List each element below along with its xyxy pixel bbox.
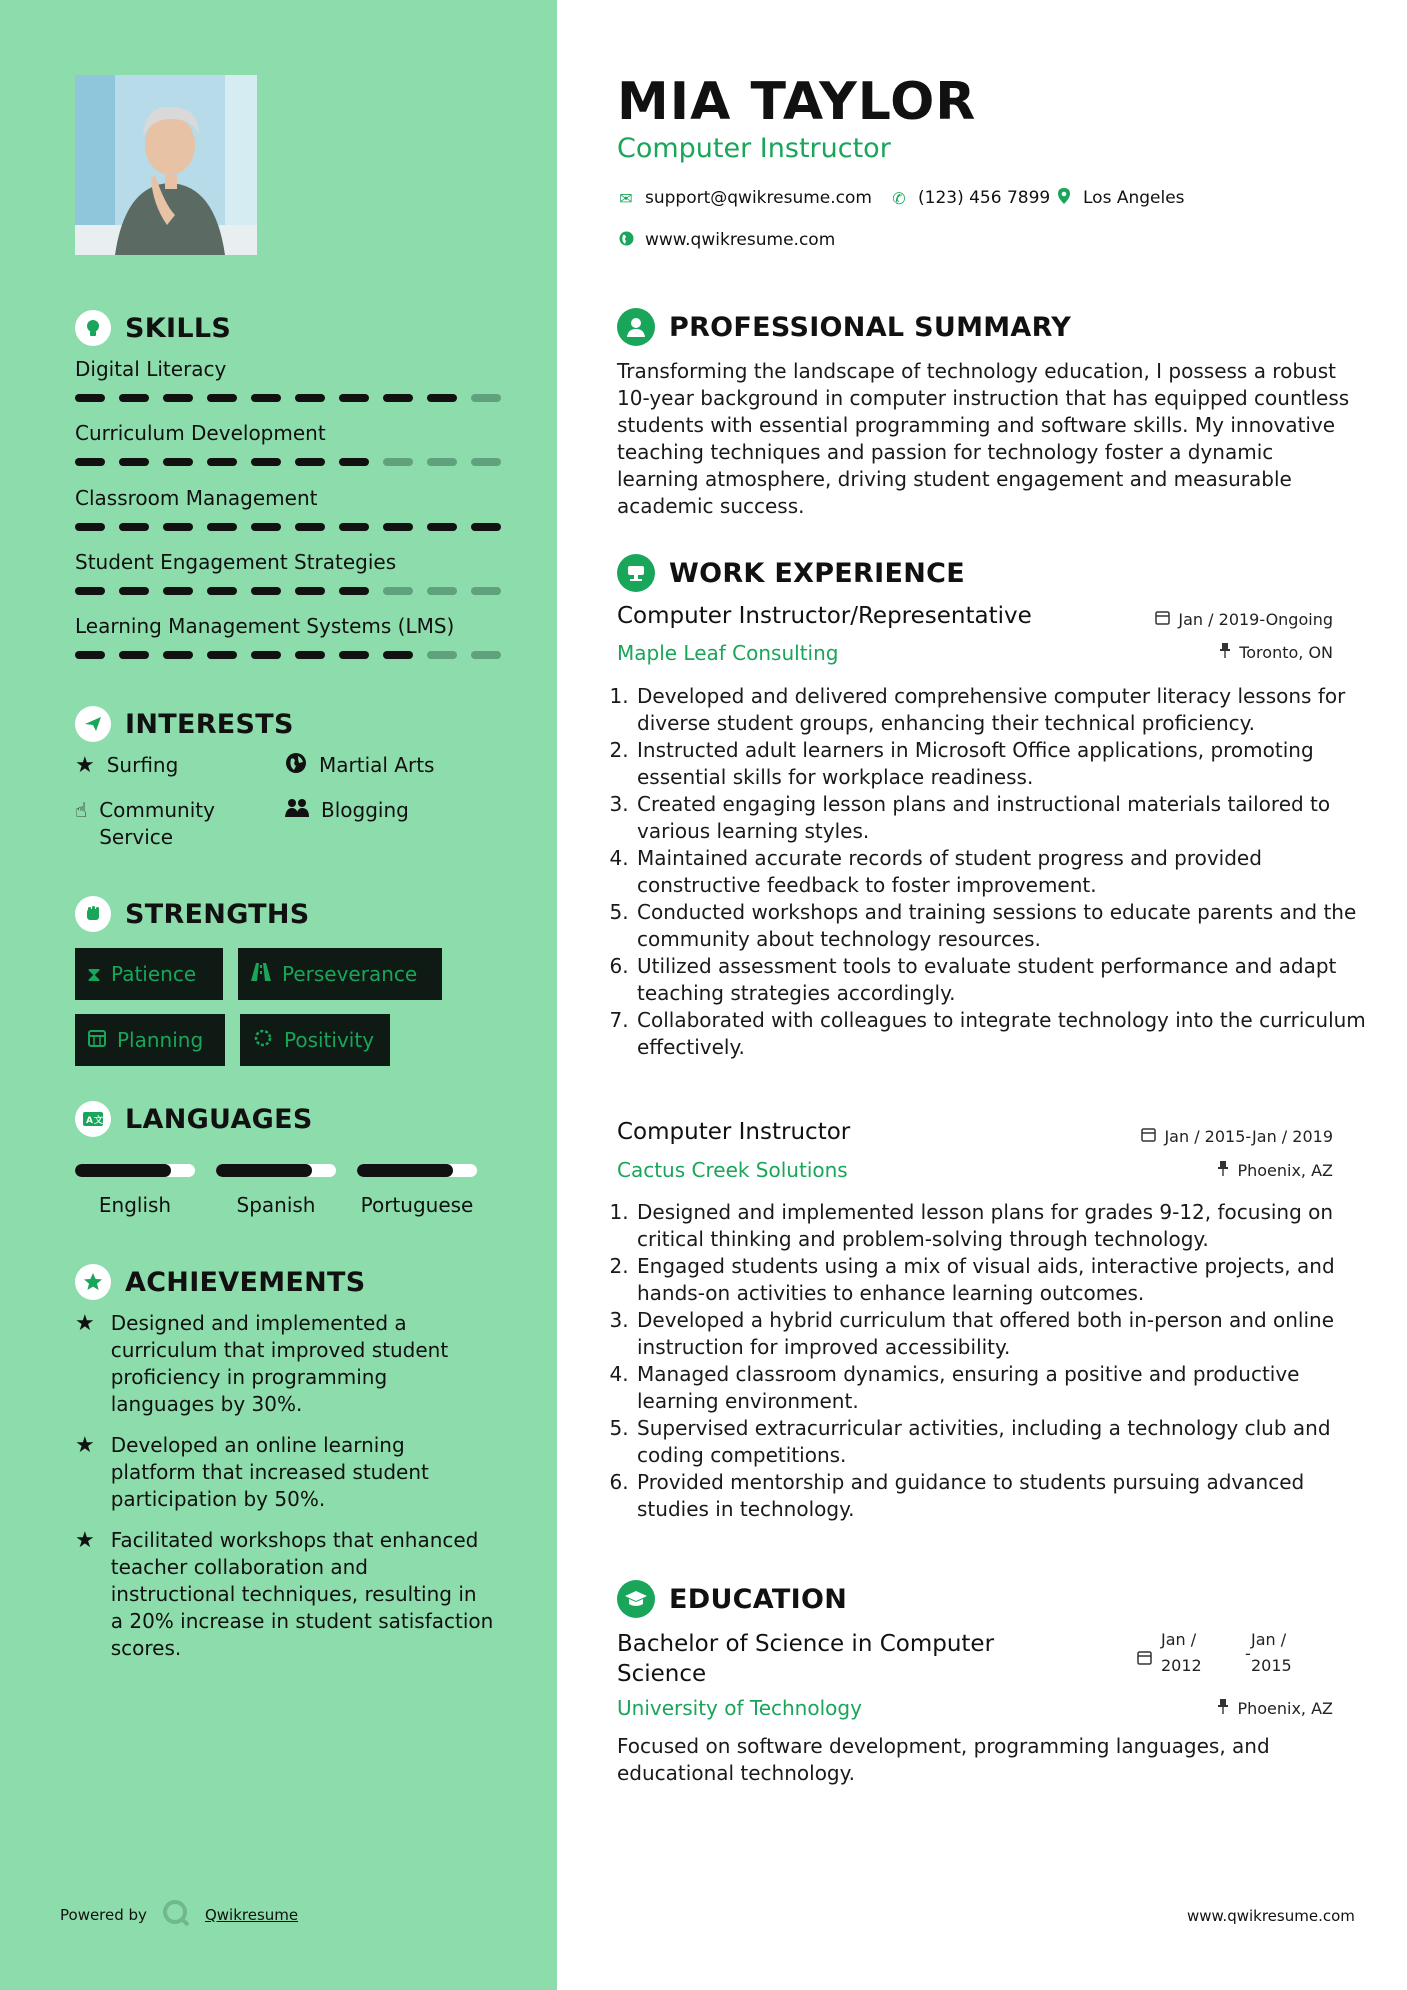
map-pin-icon [1055,188,1073,208]
skill-dash [207,651,237,659]
skill-dash [75,651,105,659]
achievement-item: ★ Designed and implemented a curriculum that improved student proficiency in programming languages by 30%. [75,1311,449,1416]
sidebar [0,0,557,1990]
pushpin-icon [1217,1161,1229,1180]
contact-email[interactable]: ✉ support@qwikresume.com [617,188,872,208]
skill-dash [251,458,281,466]
skill-meter [75,651,505,659]
language-label: Portuguese [360,1193,474,1217]
skill-dash [163,523,193,531]
contact-website[interactable]: www.qwikresume.com [617,230,835,250]
skill-dash [163,651,193,659]
strength-tag: ⧗ Patience [75,948,223,1000]
handshake-icon: ☝ [75,798,88,822]
interest-item: ★ Surfing [75,753,179,778]
paper-plane-icon [75,706,111,742]
trophy-star-icon: ★ [75,1311,95,1336]
hourglass-icon: ⧗ [87,962,102,986]
globe-icon [285,752,307,781]
skill-dash [295,458,325,466]
job-company: Maple Leaf Consulting [617,641,839,665]
skill-dash [427,587,457,595]
skill-dash [251,651,281,659]
sun-icon [252,1027,274,1054]
skill-label: Digital Literacy [75,357,227,381]
star-icon: ★ [75,753,95,778]
skill-dash [207,394,237,402]
skill-dash [75,523,105,531]
contact-phone[interactable]: ✆ (123) 456 7899 [890,188,1050,208]
job-bullet: 2. Instructed adult learners in Microsoft Office applications, promoting essential skills for workplace readiness. [635,737,1370,791]
job-bullet: 1. Developed and delivered comprehensive computer literacy lessons for diverse student groups, enhancing their technical proficiency. [635,683,1370,737]
skills-heading: SKILLS [75,310,231,346]
job-bullet: 4. Maintained accurate records of student progress and provided constructive feedback to foster improvement. [635,845,1370,899]
skill-dash [471,458,501,466]
skill-dash [119,394,149,402]
skill-meter [75,394,505,402]
skill-dash [207,587,237,595]
language-meter-fill [75,1164,171,1177]
language-meter [357,1164,477,1177]
interest-item: Martial Arts [285,752,434,781]
job-bullets [610,683,1370,1061]
skill-dash [427,523,457,531]
skill-dash [295,587,325,595]
school-name: University of Technology [617,1696,862,1720]
skill-dash [339,394,369,402]
job-bullet: 5. Conducted workshops and training sessions to educate parents and the community about technology resources. [635,899,1370,953]
skill-label: Classroom Management [75,486,318,510]
qwikresume-link[interactable]: Qwikresume [204,1906,299,1924]
trophy-star-icon: ★ [75,1433,95,1458]
job-title: Computer Instructor [617,1119,851,1145]
envelope-icon: ✉ [619,188,633,208]
education-location: Phoenix, AZ [1017,1699,1333,1718]
job-bullet: 1. Designed and implemented lesson plans for grades 9-12, focusing on critical thinking and problem-solving through technology. [635,1199,1370,1253]
skill-dash [75,458,105,466]
footer-website[interactable]: www.qwikresume.com [1187,1907,1355,1925]
skill-dash [295,651,325,659]
skill-dash [251,587,281,595]
skill-label: Learning Management Systems (LMS) [75,614,455,638]
skill-dash [163,587,193,595]
skill-dash [251,394,281,402]
interest-item: ☝ Community Service [75,798,215,849]
skill-dash [119,458,149,466]
skill-dash [119,651,149,659]
skill-dash [471,651,501,659]
job-dates: Jan / 2019-Ongoing [1017,610,1333,629]
skill-label: Student Engagement Strategies [75,550,397,574]
job-location: Phoenix, AZ [1017,1161,1333,1180]
languages-heading: A 文 LANGUAGES [75,1101,313,1137]
degree-title: Bachelor of Science in Computer Science [617,1631,995,1687]
skill-dash [251,523,281,531]
skill-dash [295,523,325,531]
job-title: Computer Instructor/Representative [617,603,1032,629]
briefcase-icon [617,554,655,592]
skill-dash [75,394,105,402]
fist-icon [75,896,111,932]
job-bullet: 7. Collaborated with colleagues to integrate technology into the curriculum effectively. [635,1007,1370,1061]
language-meter-fill [357,1164,453,1177]
skill-meter [75,523,505,531]
summary-heading: PROFESSIONAL SUMMARY [617,308,1071,346]
job-bullet: 4. Managed classroom dynamics, ensuring a positive and productive learning environment. [635,1361,1370,1415]
calendar-icon [87,1028,107,1053]
skill-dash [471,587,501,595]
skill-dash [207,458,237,466]
job-bullets [610,1199,1370,1523]
education-description: Focused on software development, programming languages, and educational technology. [617,1734,1270,1785]
job-dates: Jan / 2015-Jan / 2019 [1017,1127,1333,1146]
achievements-heading: ACHIEVEMENTS [75,1264,366,1300]
strength-tag: Planning [75,1014,225,1066]
education-heading: EDUCATION [617,1580,847,1618]
skill-dash [295,394,325,402]
svg-text:A: A [86,1116,94,1126]
language-label: Spanish [236,1193,316,1217]
language-label: English [98,1193,172,1217]
skill-dash [339,651,369,659]
skill-dash [383,523,413,531]
job-bullet: 6. Provided mentorship and guidance to students pursuing advanced studies in technology. [635,1469,1370,1523]
language-meter [216,1164,336,1177]
skill-dash [339,587,369,595]
achievement-item: ★ Facilitated workshops that enhanced teacher collaboration and instructional techniques, resulting in a 20% increase in student satisfaction scores. [75,1528,494,1660]
profile-photo [75,75,257,255]
skill-dash [427,458,457,466]
candidate-name: MIA TAYLOR [617,72,977,132]
skill-meter [75,458,505,466]
strengths-heading: STRENGTHS [75,896,310,932]
skill-dash [383,458,413,466]
trophy-star-icon: ★ [75,1528,95,1553]
skill-dash [427,394,457,402]
skill-dash [339,523,369,531]
users-icon [285,797,309,826]
skill-dash [119,587,149,595]
calendar-icon [1141,1127,1156,1146]
job-location: Toronto, ON [1017,643,1333,662]
qwikresume-logo-icon [161,1898,191,1932]
svg-text:文: 文 [94,1116,104,1126]
skill-dash [383,651,413,659]
user-icon [617,308,655,346]
contact-location: Los Angeles [1055,188,1185,208]
skill-dash [383,394,413,402]
job-bullet: 3. Created engaging lesson plans and instructional materials tailored to various learning styles. [635,791,1370,845]
language-meter [75,1164,195,1177]
main-content [557,0,1407,1990]
pushpin-icon [1217,1699,1229,1718]
skill-label: Curriculum Development [75,421,326,445]
skill-dash [427,651,457,659]
skill-dash [163,458,193,466]
skill-dash [207,523,237,531]
skill-dash [75,587,105,595]
job-company: Cactus Creek Solutions [617,1158,848,1182]
job-bullet: 3. Developed a hybrid curriculum that offered both in-person and online instruction for improved accessibility. [635,1307,1370,1361]
skill-dash [471,394,501,402]
skill-meter [75,587,505,595]
calendar-icon [1137,1650,1152,1669]
strength-tag: Positivity [240,1014,390,1066]
achievement-item: ★ Developed an online learning platform that increased student participation by 50%. [75,1433,429,1511]
skill-dash [119,523,149,531]
candidate-title: Computer Instructor [617,133,891,164]
star-badge-icon [75,1264,111,1300]
graduation-cap-icon [617,1580,655,1618]
road-icon [250,962,272,987]
powered-by: Powered by Qwikresume [60,1898,298,1932]
skill-dash [471,523,501,531]
job-bullet: 2. Engaged students using a mix of visual aids, interactive projects, and hands-on activities to enhance learning outcomes. [635,1253,1370,1307]
interests-heading: INTERESTS [75,706,294,742]
education-dates: Jan / 2012 - Jan / 2015 [1137,1630,1337,1690]
strength-tag: Perseverance [238,948,442,1000]
pushpin-icon [1219,643,1231,662]
calendar-icon [1155,610,1170,629]
job-bullet: 5. Supervised extracurricular activities, including a technology club and coding competitions. [635,1415,1370,1469]
skill-dash [383,587,413,595]
skill-dash [339,458,369,466]
phone-icon: ✆ [892,188,906,208]
globe-icon [617,231,635,250]
lightbulb-icon [75,310,111,346]
job-bullet: 6. Utilized assessment tools to evaluate student performance and adapt teaching strategies accordingly. [635,953,1370,1007]
interest-item: Blogging [285,797,409,826]
language-icon [75,1101,111,1137]
experience-heading: WORK EXPERIENCE [617,554,965,592]
summary-text: Transforming the landscape of technology education, I possess a robust 10-year background in computer instruction that has equipped countless students with essential programming and software skills. My innovative teaching techniques and passion for technology foster a dynamic learning atmosphere, driving student engagement and measurable academic success. [617,359,1350,518]
skill-dash [163,394,193,402]
language-meter-fill [216,1164,312,1177]
skills-list [75,357,505,659]
